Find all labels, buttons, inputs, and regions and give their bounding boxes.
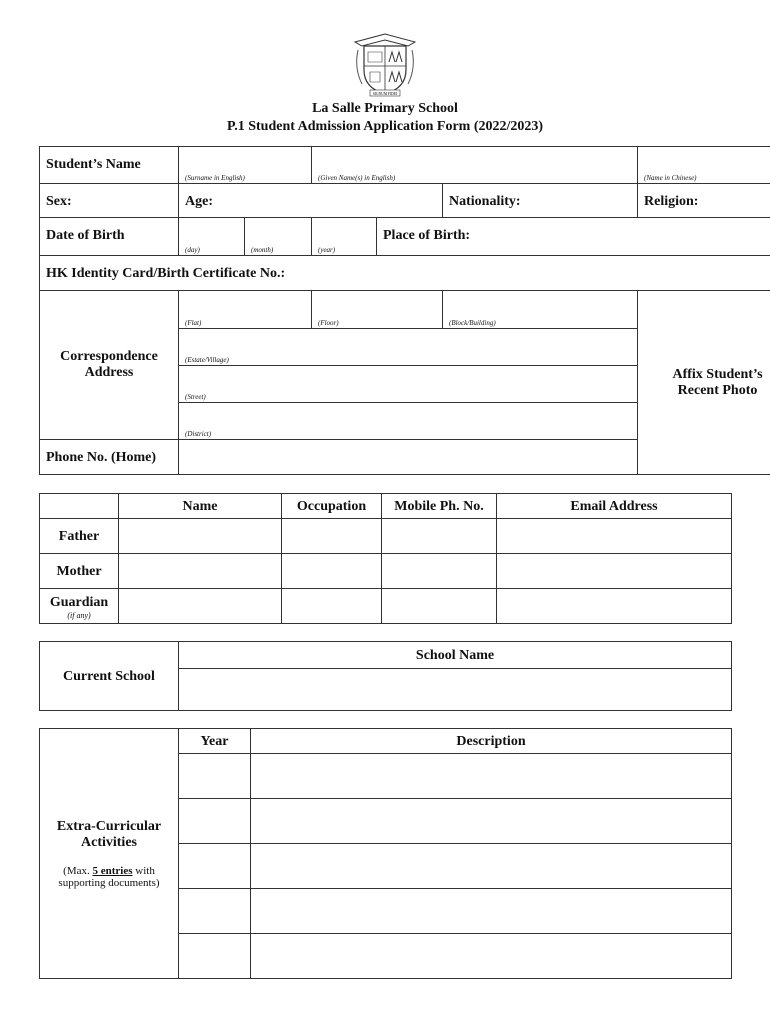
- place-of-birth-field[interactable]: Place of Birth:: [377, 218, 770, 256]
- parents-header-blank: [40, 494, 119, 519]
- col-header-mobile: Mobile Ph. No.: [382, 494, 497, 519]
- row-label-mother: Mother: [40, 554, 119, 589]
- eca-description-field[interactable]: [251, 844, 732, 889]
- row-label-father: Father: [40, 519, 119, 554]
- surname-field[interactable]: (Surname in English): [179, 147, 312, 184]
- flat-field[interactable]: (Flat): [179, 291, 312, 329]
- address-label: Correspondence Address: [40, 291, 179, 440]
- svg-text:SIGNUM FIDEI: SIGNUM FIDEI: [372, 91, 398, 96]
- school-name-field[interactable]: [179, 669, 732, 711]
- district-field[interactable]: (District): [179, 403, 638, 440]
- eca-year-header: Year: [179, 729, 251, 754]
- guardian-email-field[interactable]: [497, 589, 732, 624]
- mother-email-field[interactable]: [497, 554, 732, 589]
- mother-name-field[interactable]: [119, 554, 282, 589]
- eca-description-field[interactable]: [251, 889, 732, 934]
- parents-table: [39, 493, 732, 624]
- school-name: La Salle Primary School: [312, 101, 458, 116]
- id-number-field[interactable]: HK Identity Card/Birth Certificate No.:: [40, 256, 770, 291]
- father-mobile-field[interactable]: [382, 519, 497, 554]
- school-crest-logo: [350, 32, 420, 98]
- eca-year-field[interactable]: [179, 799, 251, 844]
- student-info-table: [39, 146, 770, 475]
- eca-description-field[interactable]: [251, 934, 732, 979]
- current-school-table: [39, 641, 732, 711]
- student-name-label: Student’s Name: [40, 147, 179, 184]
- school-name-header: School Name: [179, 642, 732, 669]
- dob-label: Date of Birth: [40, 218, 179, 256]
- col-header-name: Name: [119, 494, 282, 519]
- col-header-email: Email Address: [497, 494, 732, 519]
- guardian-note: (if any): [67, 610, 91, 620]
- dob-month-field[interactable]: (month): [245, 218, 312, 256]
- eca-year-field[interactable]: [179, 889, 251, 934]
- age-field[interactable]: Age:: [179, 184, 443, 218]
- floor-field[interactable]: (Floor): [312, 291, 443, 329]
- eca-year-field[interactable]: [179, 844, 251, 889]
- row-label-guardian: Guardian (if any): [40, 589, 119, 624]
- eca-label: Extra-Curricular Activities (Max. 5 entries with supporting documents): [40, 729, 179, 979]
- father-email-field[interactable]: [497, 519, 732, 554]
- phone-field[interactable]: [179, 440, 638, 475]
- mother-mobile-field[interactable]: [382, 554, 497, 589]
- photo-box: Affix Student’s Recent Photo: [638, 291, 770, 475]
- eca-note: (Max. 5 entries with supporting documents): [58, 864, 160, 889]
- eca-year-field[interactable]: [179, 754, 251, 799]
- estate-field[interactable]: (Estate/Village): [179, 329, 638, 366]
- nationality-field[interactable]: Nationality:: [443, 184, 638, 218]
- eca-description-field[interactable]: [251, 754, 732, 799]
- block-field[interactable]: (Block/Building): [443, 291, 638, 329]
- religion-field[interactable]: Religion:: [638, 184, 770, 218]
- guardian-mobile-field[interactable]: [382, 589, 497, 624]
- street-field[interactable]: (Street): [179, 366, 638, 403]
- mother-occupation-field[interactable]: [282, 554, 382, 589]
- given-name-field[interactable]: (Given Name(s) in English): [312, 147, 638, 184]
- father-name-field[interactable]: [119, 519, 282, 554]
- eca-year-field[interactable]: [179, 934, 251, 979]
- eca-table: [39, 728, 732, 979]
- phone-label: Phone No. (Home): [40, 440, 179, 475]
- dob-day-field[interactable]: (day): [179, 218, 245, 256]
- form-title: P.1 Student Admission Application Form (2022/2023): [226, 119, 544, 134]
- eca-description-field[interactable]: [251, 799, 732, 844]
- sex-field[interactable]: Sex:: [40, 184, 179, 218]
- eca-description-header: Description: [251, 729, 732, 754]
- chinese-name-field[interactable]: (Name in Chinese): [638, 147, 770, 184]
- current-school-label: Current School: [40, 642, 179, 711]
- guardian-name-field[interactable]: [119, 589, 282, 624]
- father-occupation-field[interactable]: [282, 519, 382, 554]
- guardian-occupation-field[interactable]: [282, 589, 382, 624]
- col-header-occupation: Occupation: [282, 494, 382, 519]
- dob-year-field[interactable]: (year): [312, 218, 377, 256]
